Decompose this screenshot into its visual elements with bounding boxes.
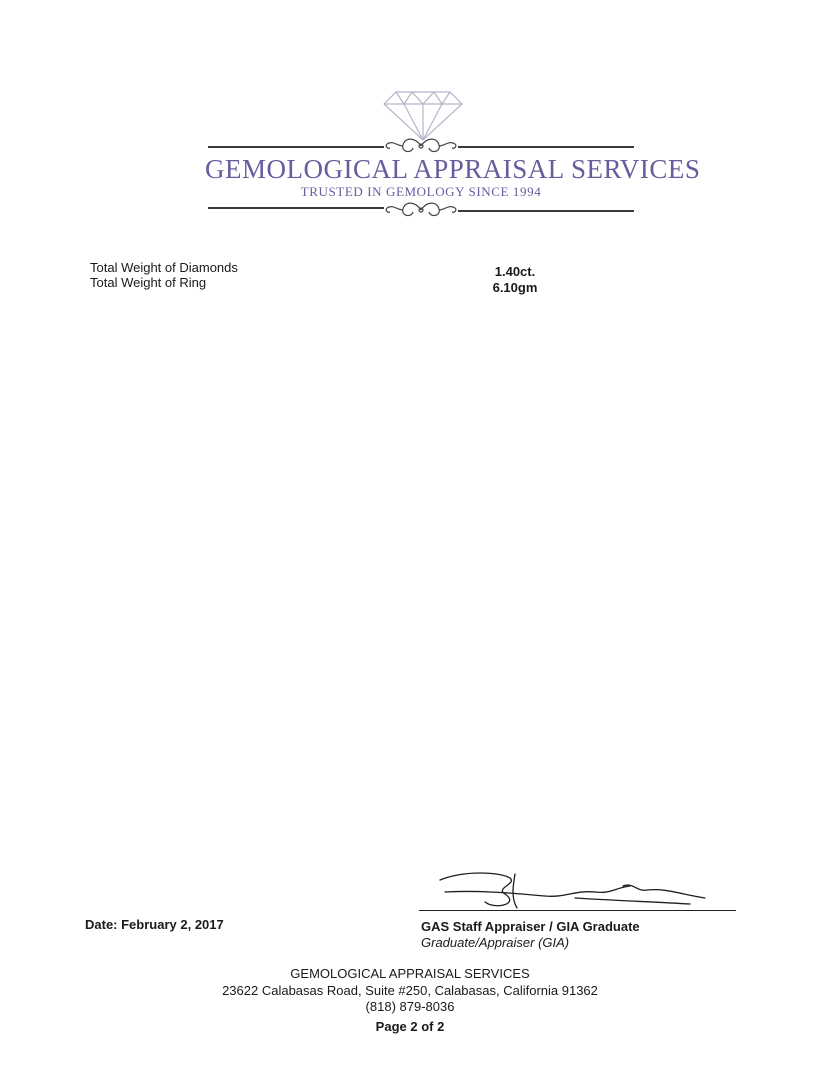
- company-name: GEMOLOGICAL APPRAISAL SERVICES: [205, 154, 701, 184]
- diamond-icon: [382, 86, 464, 142]
- company-tagline: TRUSTED IN GEMOLOGY SINCE 1994: [300, 184, 542, 199]
- weight-label-ring: Total Weight of Ring: [90, 275, 207, 290]
- flourish-ornament-top: [381, 136, 461, 156]
- page-number: Page 2 of 2: [375, 1019, 445, 1034]
- letterhead-top-rule: [208, 146, 384, 148]
- footer-address: 23622 Calabasas Road, Suite #250, Calabasas, California 91362: [222, 983, 598, 998]
- appraisal-date: Date: February 2, 2017: [85, 917, 224, 932]
- footer-phone: (818) 879-8036: [365, 999, 455, 1014]
- flourish-ornament-bottom: [381, 200, 461, 220]
- weight-label-diamonds: Total Weight of Diamonds: [90, 260, 238, 275]
- weight-value-diamonds: 1.40ct.: [494, 264, 536, 279]
- signature-line: [419, 910, 736, 911]
- letterhead-bottom-rule-right: [458, 210, 634, 212]
- appraiser-signature: [425, 864, 725, 914]
- weight-value-ring: 6.10gm: [492, 280, 538, 295]
- letterhead-bottom-rule: [208, 207, 384, 209]
- letterhead-top-rule-right: [458, 146, 634, 148]
- footer-company: GEMOLOGICAL APPRAISAL SERVICES: [290, 966, 530, 981]
- appraiser-title: GAS Staff Appraiser / GIA Graduate: [421, 919, 640, 934]
- appraiser-credential: Graduate/Appraiser (GIA): [421, 935, 570, 950]
